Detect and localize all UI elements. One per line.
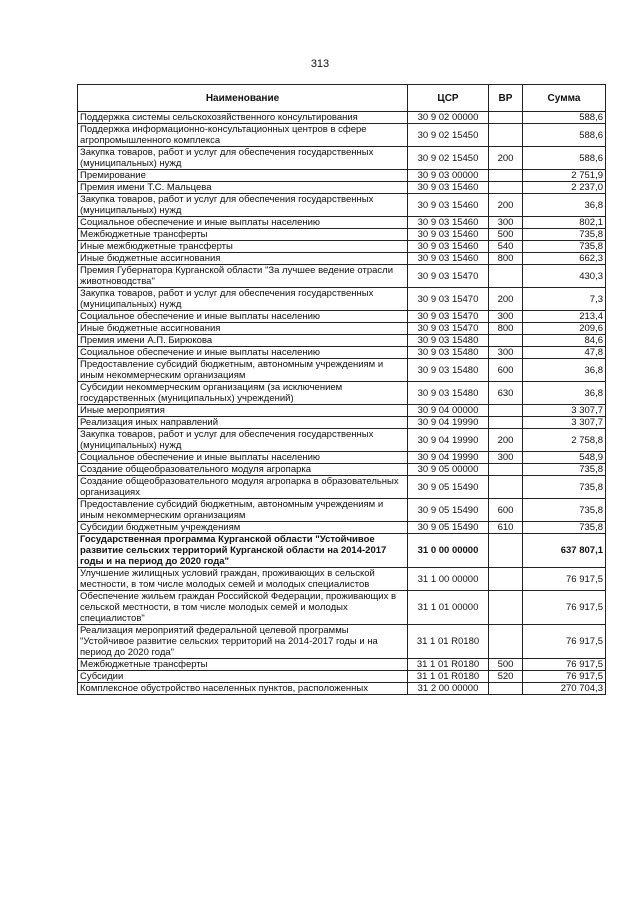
row-vr-cell: 200 [489,429,523,452]
row-csr-cell: 30 9 05 15490 [408,499,489,522]
row-sum-cell: 76 917,5 [523,659,606,671]
row-sum-cell: 47,8 [523,347,606,359]
row-sum-cell: 270 704,3 [523,683,606,695]
table-row [78,347,606,359]
row-sum-cell: 588,6 [523,147,606,170]
table-row [78,659,606,671]
row-name-cell: Иные межбюджетные трансферты [78,241,408,253]
row-csr-cell: 31 1 01 R0180 [408,625,489,659]
table-row [78,182,606,194]
header-sum: Сумма [523,85,606,112]
row-csr-cell: 31 0 00 00000 [408,534,489,568]
row-csr-cell: 30 9 03 15460 [408,253,489,265]
row-sum-cell: 735,8 [523,499,606,522]
row-sum-cell: 3 307,7 [523,405,606,417]
row-csr-cell: 30 9 03 00000 [408,170,489,182]
table-row [78,265,606,288]
row-name-cell: Поддержка системы сельскохозяйственного консультирования [78,112,408,124]
row-name-cell: Субсидии некоммерческим организациям (за исключением государственных (муниципальных) учреждений) [78,382,408,405]
table-row [78,253,606,265]
row-sum-cell: 637 807,1 [523,534,606,568]
row-name-cell: Создание общеобразовательного модуля агропарка [78,464,408,476]
row-csr-cell: 30 9 03 15470 [408,265,489,288]
row-name-cell: Комплексное обустройство населенных пунктов, расположенных [78,683,408,695]
row-csr-cell: 30 9 03 15470 [408,311,489,323]
row-sum-cell: 76 917,5 [523,625,606,659]
row-csr-cell: 30 9 03 15460 [408,194,489,217]
row-name-cell: Иные бюджетные ассигнования [78,323,408,335]
table-row [78,288,606,311]
row-csr-cell: 31 1 01 R0180 [408,671,489,683]
row-vr-cell: 600 [489,359,523,382]
row-sum-cell: 662,3 [523,253,606,265]
row-name-cell: Создание общеобразовательного модуля агропарка в образовательных организациях [78,476,408,499]
table-row [78,499,606,522]
row-vr-cell: 800 [489,253,523,265]
row-csr-cell: 30 9 03 15480 [408,335,489,347]
row-vr-cell [489,476,523,499]
row-name-cell: Премия Губернатора Курганской области "За лучшее ведение отрасли животноводства" [78,265,408,288]
header-vr: ВР [489,85,523,112]
row-vr-cell: 630 [489,382,523,405]
row-csr-cell: 30 9 03 15480 [408,347,489,359]
row-sum-cell: 735,8 [523,464,606,476]
row-name-cell: Предоставление субсидий бюджетным, автономным учреждениям и иным некоммерческим организациям [78,359,408,382]
table-row [78,417,606,429]
row-vr-cell: 800 [489,323,523,335]
table-row [78,359,606,382]
row-vr-cell [489,265,523,288]
table-row [78,229,606,241]
row-sum-cell: 735,8 [523,229,606,241]
table-row [78,429,606,452]
table-row [78,522,606,534]
row-vr-cell [489,464,523,476]
table-row [78,671,606,683]
table-row [78,217,606,229]
row-vr-cell: 520 [489,671,523,683]
row-sum-cell: 2 237,0 [523,182,606,194]
header-name: Наименование [78,85,408,112]
row-name-cell: Государственная программа Курганской области "Устойчивое развитие сельских территорий Курганской области на 2014-2017 годы и на период до 2020 года" [78,534,408,568]
row-sum-cell: 36,8 [523,382,606,405]
row-name-cell: Закупка товаров, работ и услуг для обеспечения государственных (муниципальных) нужд [78,147,408,170]
row-csr-cell: 30 9 04 19990 [408,452,489,464]
row-name-cell: Межбюджетные трансферты [78,659,408,671]
row-vr-cell [489,335,523,347]
row-vr-cell [489,170,523,182]
row-name-cell: Премирование [78,170,408,182]
row-vr-cell [489,568,523,591]
row-vr-cell: 600 [489,499,523,522]
row-sum-cell: 3 307,7 [523,417,606,429]
row-name-cell: Реализация иных направлений [78,417,408,429]
row-csr-cell: 30 9 04 19990 [408,429,489,452]
row-name-cell: Предоставление субсидий бюджетным, автономным учреждениям и иным некоммерческим организациям [78,499,408,522]
row-vr-cell [489,182,523,194]
row-csr-cell: 30 9 02 00000 [408,112,489,124]
row-name-cell: Субсидии бюджетным учреждениям [78,522,408,534]
row-name-cell: Поддержка информационно-консультационных центров в сфере агропромышленного комплекса [78,124,408,147]
row-csr-cell: 30 9 03 15460 [408,182,489,194]
table-row [78,194,606,217]
row-name-cell: Улучшение жилищных условий граждан, проживающих в сельской местности, в том числе молодых семей и молодых специалистов [78,568,408,591]
table-row [78,683,606,695]
table-row [78,323,606,335]
row-name-cell: Реализация мероприятий федеральной целевой программы "Устойчивое развитие сельских территорий на 2014-2017 годы и на период до 2020 года" [78,625,408,659]
row-csr-cell: 30 9 04 19990 [408,417,489,429]
table-row [78,464,606,476]
row-vr-cell: 200 [489,288,523,311]
row-sum-cell: 76 917,5 [523,568,606,591]
row-name-cell: Межбюджетные трансферты [78,229,408,241]
row-vr-cell: 300 [489,347,523,359]
row-sum-cell: 76 917,5 [523,591,606,625]
row-vr-cell [489,591,523,625]
table-row [78,534,606,568]
row-vr-cell [489,534,523,568]
row-sum-cell: 7,3 [523,288,606,311]
row-vr-cell [489,683,523,695]
row-vr-cell: 300 [489,311,523,323]
row-csr-cell: 30 9 02 15450 [408,147,489,170]
table-row [78,382,606,405]
table-row [78,452,606,464]
table-row [78,476,606,499]
row-csr-cell: 30 9 04 00000 [408,405,489,417]
row-name-cell: Иные мероприятия [78,405,408,417]
table-body [78,112,606,695]
row-vr-cell: 500 [489,659,523,671]
row-vr-cell [489,417,523,429]
row-csr-cell: 30 9 03 15460 [408,217,489,229]
row-csr-cell: 31 2 00 00000 [408,683,489,695]
row-name-cell: Премия имени А.П. Бирюкова [78,335,408,347]
table-header-row [78,85,606,112]
row-name-cell: Закупка товаров, работ и услуг для обеспечения государственных (муниципальных) нужд [78,429,408,452]
row-csr-cell: 30 9 05 00000 [408,464,489,476]
row-csr-cell: 30 9 05 15490 [408,522,489,534]
row-sum-cell: 802,1 [523,217,606,229]
row-sum-cell: 735,8 [523,241,606,253]
table-row [78,241,606,253]
row-csr-cell: 31 1 01 00000 [408,591,489,625]
budget-table [77,84,606,695]
row-sum-cell: 588,6 [523,124,606,147]
row-name-cell: Обеспечение жильем граждан Российской Федерации, проживающих в сельской местности, в том числе молодых семей и молодых специалистов" [78,591,408,625]
row-vr-cell: 200 [489,147,523,170]
row-name-cell: Закупка товаров, работ и услуг для обеспечения государственных (муниципальных) нужд [78,194,408,217]
header-csr: ЦСР [408,85,489,112]
row-csr-cell: 31 1 01 R0180 [408,659,489,671]
table-row [78,112,606,124]
table-row [78,625,606,659]
row-vr-cell [489,124,523,147]
table-row [78,568,606,591]
row-name-cell: Субсидии [78,671,408,683]
row-csr-cell: 30 9 03 15460 [408,241,489,253]
row-csr-cell: 30 9 05 15490 [408,476,489,499]
row-name-cell: Иные бюджетные ассигнования [78,253,408,265]
table-row [78,147,606,170]
row-vr-cell [489,112,523,124]
row-vr-cell: 610 [489,522,523,534]
table-row [78,124,606,147]
row-sum-cell: 84,6 [523,335,606,347]
row-sum-cell: 2 758,8 [523,429,606,452]
row-vr-cell [489,405,523,417]
row-sum-cell: 548,9 [523,452,606,464]
table-row [78,591,606,625]
row-csr-cell: 30 9 02 15450 [408,124,489,147]
row-sum-cell: 36,8 [523,194,606,217]
table-row [78,170,606,182]
row-csr-cell: 30 9 03 15480 [408,382,489,405]
row-name-cell: Социальное обеспечение и иные выплаты населению [78,452,408,464]
row-sum-cell: 2 751,9 [523,170,606,182]
row-vr-cell [489,625,523,659]
row-sum-cell: 588,6 [523,112,606,124]
row-vr-cell: 500 [489,229,523,241]
row-sum-cell: 76 917,5 [523,671,606,683]
row-name-cell: Социальное обеспечение и иные выплаты населению [78,217,408,229]
row-name-cell: Социальное обеспечение и иные выплаты населению [78,347,408,359]
row-sum-cell: 735,8 [523,476,606,499]
row-sum-cell: 213,4 [523,311,606,323]
page-number: 313 [310,58,330,70]
row-vr-cell: 200 [489,194,523,217]
row-sum-cell: 209,6 [523,323,606,335]
row-csr-cell: 30 9 03 15460 [408,229,489,241]
row-csr-cell: 30 9 03 15480 [408,359,489,382]
row-name-cell: Социальное обеспечение и иные выплаты населению [78,311,408,323]
row-name-cell: Закупка товаров, работ и услуг для обеспечения государственных (муниципальных) нужд [78,288,408,311]
table-row [78,335,606,347]
row-vr-cell: 300 [489,217,523,229]
row-csr-cell: 30 9 03 15470 [408,323,489,335]
row-sum-cell: 36,8 [523,359,606,382]
row-vr-cell: 300 [489,452,523,464]
row-csr-cell: 31 1 00 00000 [408,568,489,591]
table-row [78,405,606,417]
row-csr-cell: 30 9 03 15470 [408,288,489,311]
row-name-cell: Премия имени Т.С. Мальцева [78,182,408,194]
row-vr-cell: 540 [489,241,523,253]
table-row [78,311,606,323]
row-sum-cell: 430,3 [523,265,606,288]
row-sum-cell: 735,8 [523,522,606,534]
